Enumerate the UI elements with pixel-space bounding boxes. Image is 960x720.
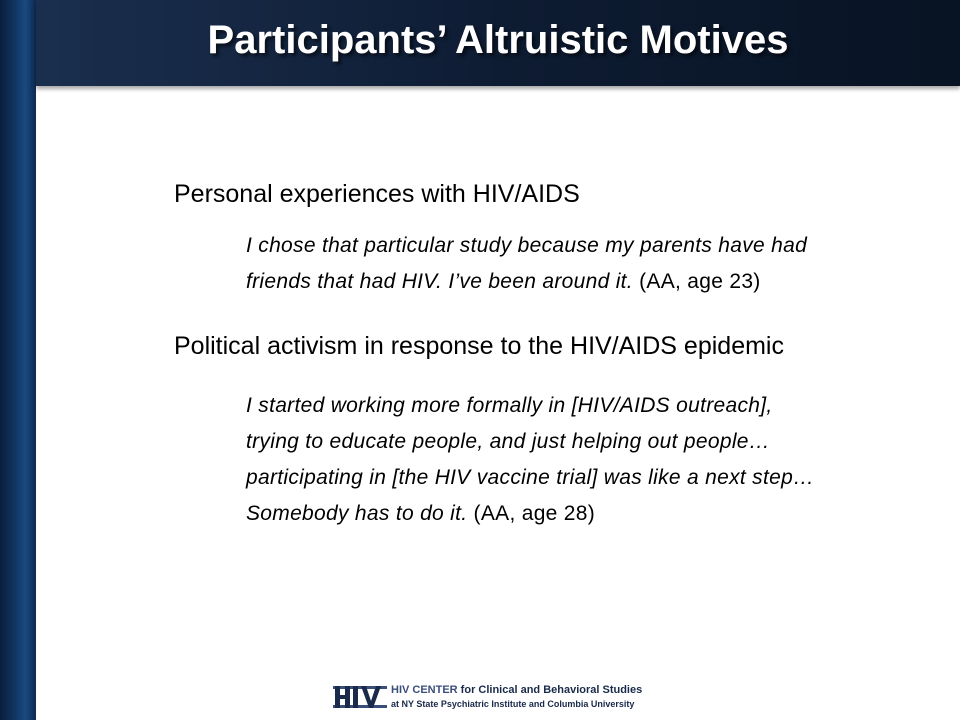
quote-political-activism: [246, 388, 826, 532]
slide-title: Participants’ Altruistic Motives: [207, 18, 789, 62]
quote-attribution: (AA, age 23): [632, 270, 761, 293]
footer-org-prefix: HIV CENTER: [391, 684, 458, 696]
footer: [331, 681, 731, 713]
section-heading-personal-experiences: Personal experiences with HIV/AIDS: [174, 180, 580, 208]
quote-text: I started working more formally in [HIV/AIDS outreach], trying to educate people, and just helping out people…participating in [the HIV vaccine trial] was like a next step… Somebody has to do it.: [246, 394, 815, 525]
footer-org-rest: for Clinical and Behavioral Studies: [457, 684, 643, 696]
slide-content: [174, 178, 874, 532]
section-heading-political-activism: Political activism in response to the HIV/AIDS epidemic: [174, 332, 784, 360]
footer-affiliation: at NY State Psychiatric Institute and Columbia University: [391, 699, 635, 709]
quote-attribution: (AA, age 28): [467, 502, 596, 525]
quote-personal-experiences: [246, 228, 826, 300]
hiv-center-logo-icon: [331, 683, 389, 711]
left-accent-bar: [0, 0, 36, 720]
footer-org-name: [391, 684, 642, 696]
quote-text: I chose that particular study because my parents have had friends that had HIV. I’ve been around it.: [246, 234, 808, 293]
